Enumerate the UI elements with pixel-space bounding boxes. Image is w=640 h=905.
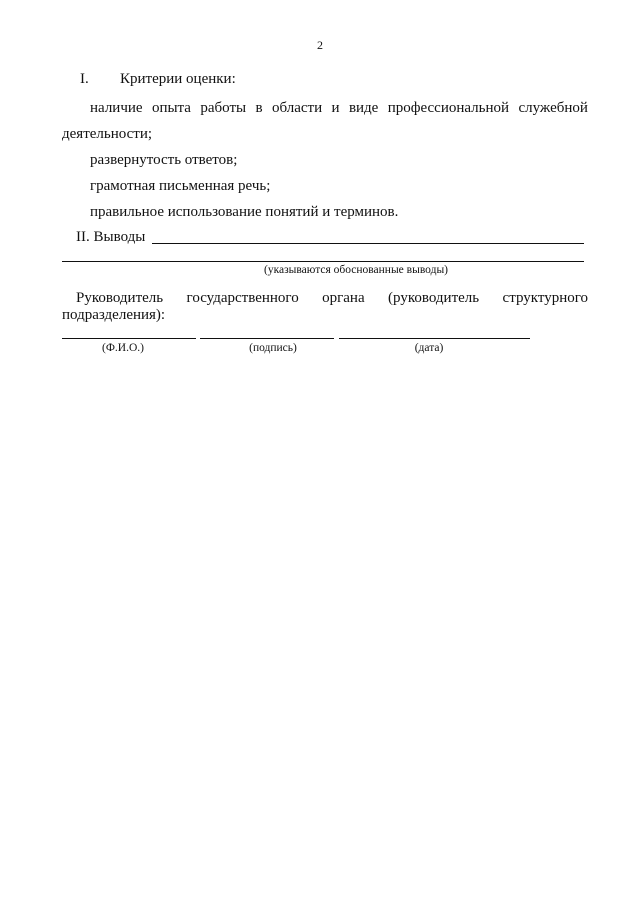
criteria-3: грамотная письменная речь; <box>90 178 271 194</box>
fio-caption: (Ф.И.О.) <box>102 342 144 354</box>
sign-caption: (подпись) <box>249 342 297 354</box>
word: (руководитель <box>388 290 480 306</box>
word: Руководитель <box>76 290 164 306</box>
signature-line-1 <box>76 289 588 307</box>
section-2-numeral: II. <box>76 229 90 245</box>
signature-line-2: подразделения): <box>62 307 166 323</box>
word: области <box>271 100 323 116</box>
word: виде <box>348 100 379 116</box>
criteria-1-continuation: деятельности; <box>62 126 153 142</box>
word: опыта <box>151 100 191 116</box>
word: структурного <box>502 290 588 306</box>
conclusions-fill-line-2[interactable] <box>62 261 584 262</box>
fio-fill-line[interactable] <box>62 338 196 339</box>
conclusions-hint: (указываются обоснованные выводы) <box>264 264 448 276</box>
word: работы <box>200 100 247 116</box>
section-1-heading <box>80 70 236 88</box>
criteria-1-first-line <box>90 99 588 117</box>
word: органа <box>322 290 365 306</box>
word: и <box>331 100 340 116</box>
date-caption: (дата) <box>414 342 444 354</box>
word: в <box>255 100 263 116</box>
word: служебной <box>518 100 588 116</box>
word: наличие <box>90 100 143 116</box>
date-fill-line[interactable] <box>339 338 530 339</box>
criteria-2: развернутость ответов; <box>90 152 238 168</box>
page-number: 2 <box>317 38 323 52</box>
word: государственного <box>186 290 299 306</box>
word: профессиональной <box>387 100 510 116</box>
section-1-title: Критерии оценки: <box>120 71 236 87</box>
section-2-title: Выводы <box>93 229 146 245</box>
criteria-4: правильное использование понятий и терминов. <box>90 204 399 220</box>
conclusions-fill-line-1[interactable] <box>152 243 584 244</box>
sign-fill-line[interactable] <box>200 338 334 339</box>
section-2-heading <box>76 228 145 246</box>
section-1-numeral: I. <box>80 71 89 87</box>
